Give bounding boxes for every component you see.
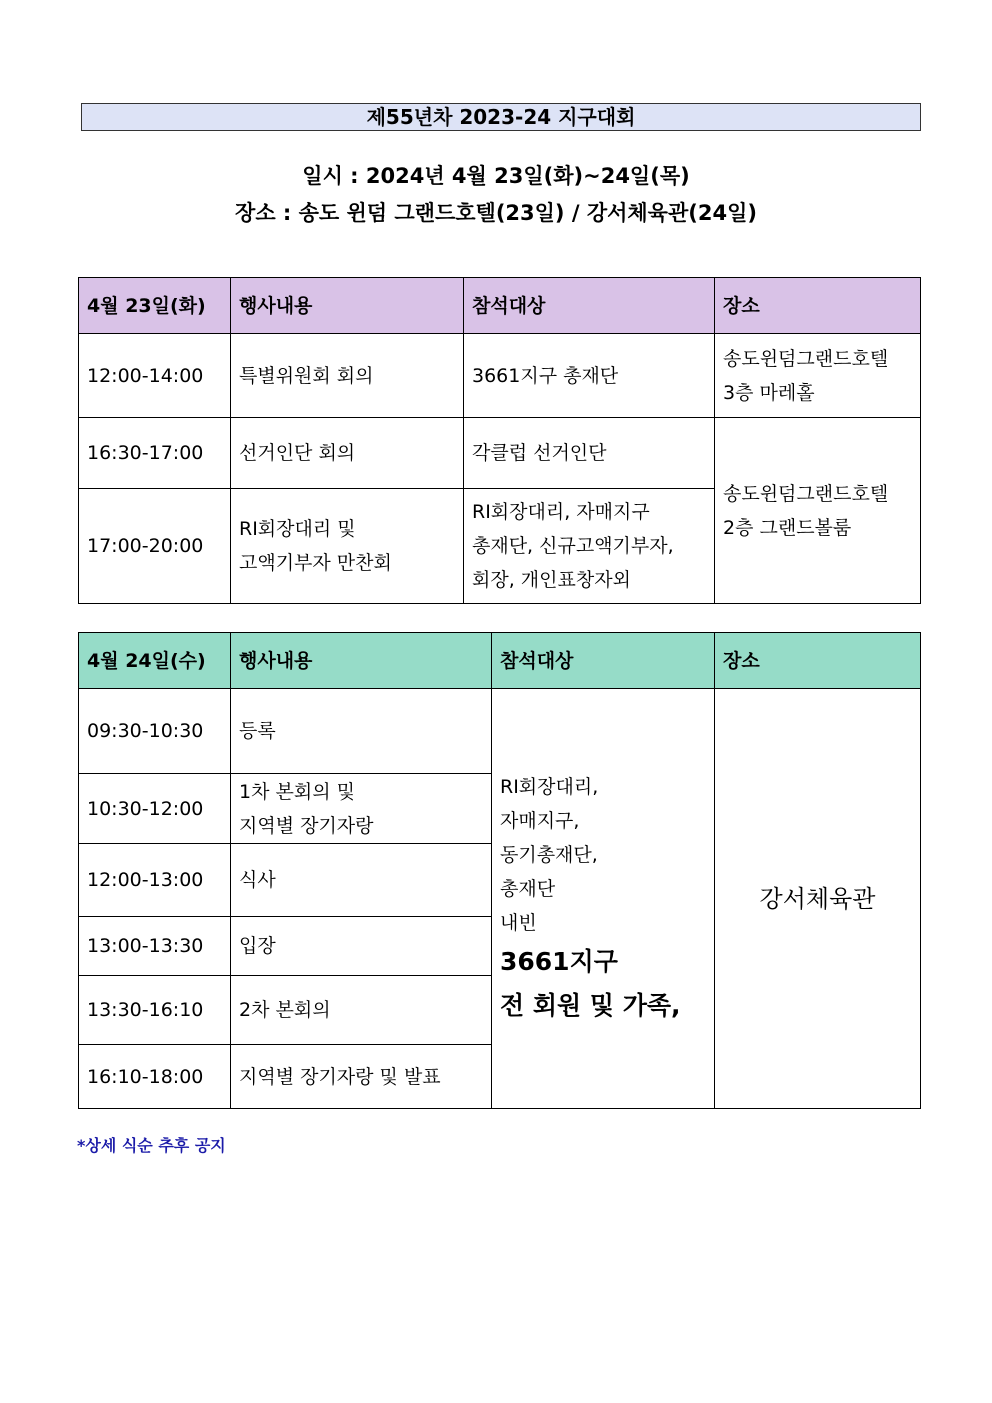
header-attendees: 참석대상	[464, 278, 715, 334]
attendees-line: 동기총재단,	[500, 843, 598, 866]
day1-schedule-table	[78, 277, 921, 604]
day2-schedule-table	[78, 632, 921, 1109]
attendees-highlight: 전 회원 및 가족,	[500, 990, 681, 1020]
attendees-cell: 3661지구 총재단	[464, 334, 715, 418]
document-title: 제55년차 2023-24 지구대회	[81, 103, 921, 131]
time-cell: 13:30-16:10	[79, 976, 231, 1045]
attendees-highlight: 3661지구	[500, 946, 618, 976]
attendees-line: 자매지구,	[500, 809, 580, 832]
header-event: 행사내용	[231, 278, 464, 334]
event-cell: 2차 본회의	[231, 976, 492, 1045]
header-date: 4월 23일(화)	[79, 278, 231, 334]
attendees-cell: 각클럽 선거인단	[464, 418, 715, 489]
time-cell: 13:00-13:30	[79, 917, 231, 976]
venue-line: 송도윈덤그랜드호텔	[723, 482, 889, 505]
venue-line: 3층 마레홀	[723, 381, 815, 404]
time-cell: 12:00-13:00	[79, 844, 231, 917]
event-date: 일시 : 2024년 4월 23일(화)~24일(목)	[302, 164, 690, 188]
venue-line: 2층 그랜드볼룸	[723, 516, 852, 539]
time-cell: 17:00-20:00	[79, 489, 231, 604]
event-line: RI회장대리 및	[239, 518, 356, 540]
header-venue: 장소	[715, 633, 921, 689]
table-row	[79, 418, 921, 489]
attendees-line: RI회장대리,	[500, 775, 599, 798]
event-line: 지역별 장기자랑	[239, 814, 374, 837]
event-cell	[231, 489, 464, 604]
venue-cell: 강서체육관	[715, 689, 921, 1109]
event-cell: 선거인단 회의	[231, 418, 464, 489]
event-cell: 입장	[231, 917, 492, 976]
venue-line: 송도윈덤그랜드호텔	[723, 347, 889, 370]
attendees-cell	[492, 689, 715, 1109]
attendees-line: 총재단, 신규고액기부자,	[472, 535, 674, 557]
time-cell: 16:10-18:00	[79, 1045, 231, 1109]
time-cell: 09:30-10:30	[79, 689, 231, 774]
table-row	[79, 689, 921, 774]
event-cell: 식사	[231, 844, 492, 917]
event-cell	[231, 774, 492, 844]
time-cell: 10:30-12:00	[79, 774, 231, 844]
event-cell: 등록	[231, 689, 492, 774]
time-cell: 16:30-17:00	[79, 418, 231, 489]
attendees-line: 회장, 개인표창자외	[472, 569, 631, 591]
event-line: 고액기부자 만찬회	[239, 552, 392, 574]
footnote: *상세 식순 추후 공지	[77, 1136, 226, 1155]
time-cell: 12:00-14:00	[79, 334, 231, 418]
table-row	[79, 334, 921, 418]
event-line: 1차 본회의 및	[239, 780, 355, 803]
event-cell: 특별위원회 회의	[231, 334, 464, 418]
attendees-line: 내빈	[500, 911, 537, 934]
table-header-row	[79, 278, 921, 334]
venue-cell	[715, 334, 921, 418]
header-date: 4월 24일(수)	[79, 633, 231, 689]
table-header-row	[79, 633, 921, 689]
header-venue: 장소	[715, 278, 921, 334]
header-event: 행사내용	[231, 633, 492, 689]
attendees-cell	[464, 489, 715, 604]
event-cell: 지역별 장기자랑 및 발표	[231, 1045, 492, 1109]
attendees-line: 총재단	[500, 877, 556, 900]
event-place: 장소 : 송도 윈덤 그랜드호텔(23일) / 강서체육관(24일)	[235, 201, 757, 225]
attendees-line: RI회장대리, 자매지구	[472, 501, 650, 523]
venue-cell	[715, 418, 921, 604]
header-attendees: 참석대상	[492, 633, 715, 689]
